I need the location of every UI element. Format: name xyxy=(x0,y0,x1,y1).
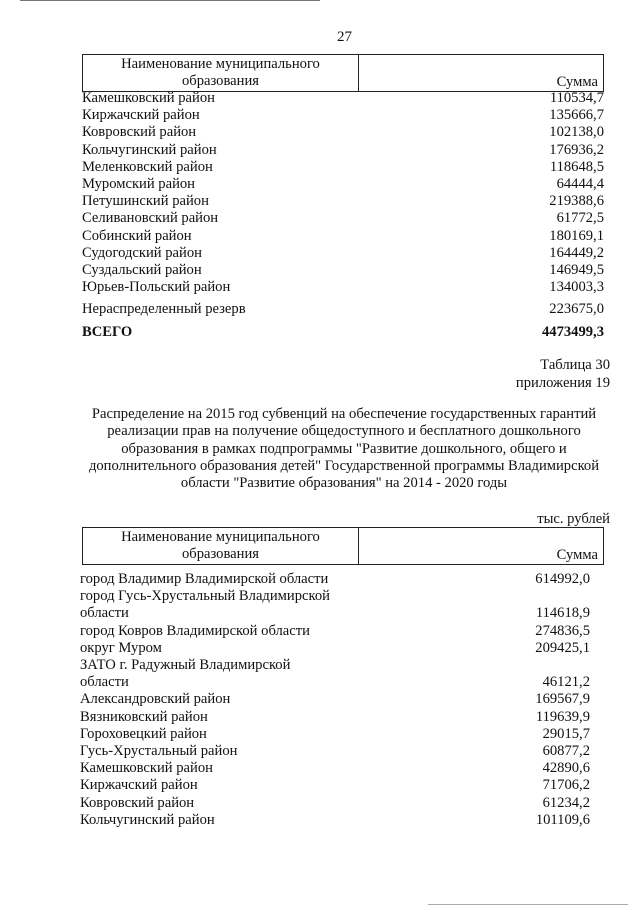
table-label-number: Таблица 30 xyxy=(540,357,610,373)
row-name: Юрьев-Польский район xyxy=(82,279,231,296)
table-row xyxy=(82,245,610,262)
table-row xyxy=(80,588,608,622)
row-value: 274836,5 xyxy=(535,622,590,639)
row-value: 46121,2 xyxy=(542,674,590,691)
row-value: 219388,6 xyxy=(549,193,604,210)
row-value: 176936,2 xyxy=(549,141,604,158)
reserve-value: 223675,0 xyxy=(549,301,604,318)
table-row xyxy=(80,623,608,640)
row-value: 114618,9 xyxy=(535,605,590,622)
table-row xyxy=(80,691,608,708)
row-name: Муромский район xyxy=(82,176,195,193)
row-name: город Ковров Владимирской области xyxy=(80,622,310,639)
table-row xyxy=(82,142,610,159)
row-name: Селивановский район xyxy=(82,210,219,227)
table-row xyxy=(82,193,610,210)
row-name: ЗАТО г. Радужный Владимирской области xyxy=(80,657,291,691)
table-row xyxy=(82,124,610,141)
row-name: Камешковский район xyxy=(80,760,213,777)
row-value: 71706,2 xyxy=(542,777,590,794)
row-name: Кольчугинский район xyxy=(82,141,217,158)
row-value: 101109,6 xyxy=(535,811,590,828)
row-name: Суздальский район xyxy=(82,262,202,279)
row-value: 60877,2 xyxy=(542,743,590,760)
row-name: Камешковский район xyxy=(82,90,215,106)
table-row xyxy=(82,210,610,227)
table-label xyxy=(516,356,610,392)
table-row xyxy=(80,640,608,657)
row-name: Ковровский район xyxy=(80,794,195,811)
table2-header-sum: Сумма xyxy=(556,547,598,563)
table-row xyxy=(82,107,610,124)
row-value: 135666,7 xyxy=(549,107,604,124)
row-name: Собинский район xyxy=(82,227,192,244)
row-value: 29015,7 xyxy=(542,725,590,742)
table2-header-name: Наименование муниципального образования xyxy=(121,529,320,562)
row-name: Меленковский район xyxy=(82,158,213,175)
table-row xyxy=(82,262,610,279)
row-name: Гороховецкий район xyxy=(80,725,207,742)
row-name: Александровский район xyxy=(80,691,231,708)
row-name: округ Муром xyxy=(80,639,162,656)
table1-body xyxy=(82,90,610,341)
row-value: 169567,9 xyxy=(535,691,590,708)
table-row xyxy=(80,777,608,794)
row-name: Вязниковский район xyxy=(80,708,208,725)
row-name: Ковровский район xyxy=(82,124,197,141)
page-top-edge xyxy=(20,0,320,1)
total-value: 4473499,3 xyxy=(541,323,604,340)
table-row xyxy=(80,657,608,691)
row-name: город Гусь-Хрустальный Владимирской области xyxy=(80,588,330,622)
row-value: 110534,7 xyxy=(549,90,604,106)
row-name: Судогодский район xyxy=(82,244,202,261)
row-name: Гусь-Хрустальный район xyxy=(80,743,238,760)
table-row xyxy=(80,760,608,777)
table1-header-divider xyxy=(358,55,359,91)
table-label-appendix: приложения 19 xyxy=(515,375,610,391)
row-name: Киржачский район xyxy=(80,777,198,794)
row-value: 118648,5 xyxy=(549,158,604,175)
table1-header-sum: Сумма xyxy=(556,74,598,90)
row-value: 164449,2 xyxy=(549,244,604,261)
row-value: 102138,0 xyxy=(549,124,604,141)
table-row xyxy=(82,228,610,245)
table-row xyxy=(82,159,610,176)
table-row xyxy=(82,279,610,296)
total-row xyxy=(82,324,610,341)
row-value: 146949,5 xyxy=(549,262,604,279)
table2-body xyxy=(80,571,608,829)
row-value: 42890,6 xyxy=(542,760,590,777)
table-row xyxy=(80,812,608,829)
table1-header-name: Наименование муниципального образования xyxy=(121,56,320,89)
table-row xyxy=(82,90,610,107)
reserve-row xyxy=(82,301,610,318)
row-value: 614992,0 xyxy=(535,571,590,587)
row-name: город Владимир Владимирской области xyxy=(80,571,329,587)
table-row xyxy=(80,726,608,743)
row-value: 180169,1 xyxy=(549,227,604,244)
table2-header-divider xyxy=(358,528,359,564)
row-name: Киржачский район xyxy=(82,107,200,124)
table2-caption: Распределение на 2015 год субвенций на обеспечение государственных гарантий реализации прав на получение общедоступного и бесплатного дошкольного образования в рамках подпрограммы "Развитие дошкольного, общего и дополнительного образования детей" Государственной программы Владимирской области "Развитие образования" на 2014 - 2020 годы xyxy=(88,406,600,492)
table-row xyxy=(80,709,608,726)
table-row xyxy=(82,176,610,193)
table-row xyxy=(80,571,608,588)
row-name: Петушинский район xyxy=(82,193,209,210)
row-value: 61772,5 xyxy=(556,210,604,227)
row-value: 209425,1 xyxy=(535,639,590,656)
page-number: 27 xyxy=(337,29,352,45)
table-row xyxy=(80,743,608,760)
table1-header xyxy=(82,54,604,92)
total-name: ВСЕГО xyxy=(82,323,133,340)
table-row xyxy=(80,795,608,812)
row-value: 64444,4 xyxy=(556,176,604,193)
row-value: 119639,9 xyxy=(535,708,590,725)
row-value: 61234,2 xyxy=(542,794,590,811)
units-label: тыс. рублей xyxy=(537,511,610,527)
reserve-name: Нераспределенный резерв xyxy=(82,301,246,318)
row-name: Кольчугинский район xyxy=(80,811,215,828)
table2-header xyxy=(82,527,604,565)
row-value: 134003,3 xyxy=(549,279,604,296)
